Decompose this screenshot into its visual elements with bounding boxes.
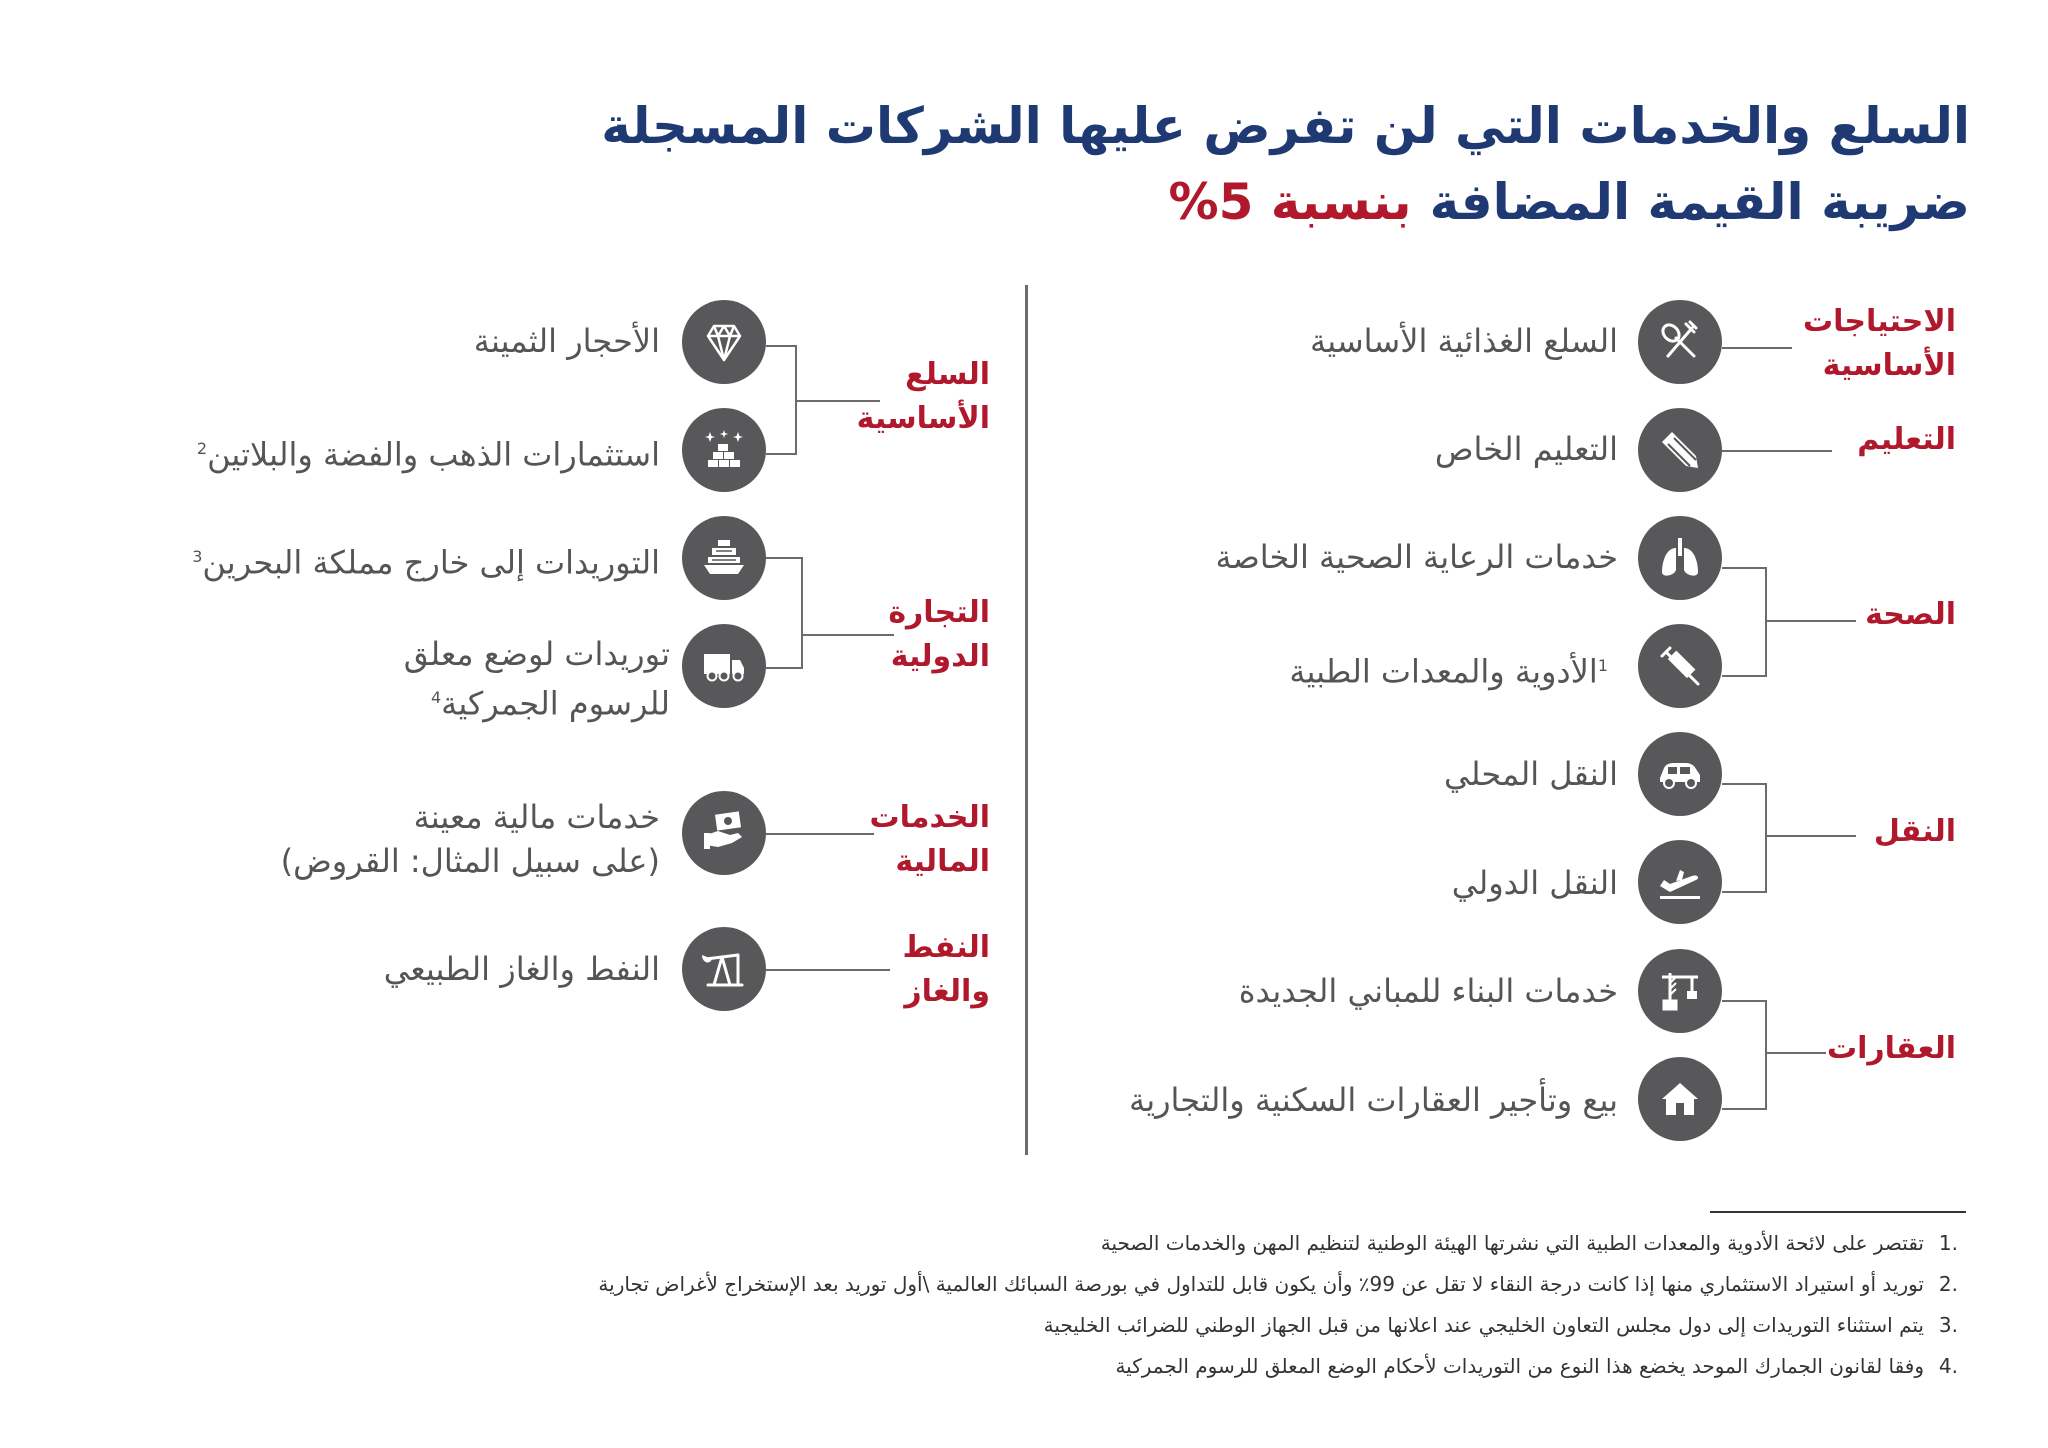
item-construction: خدمات البناء للمباني الجديدة [1238, 972, 1618, 1010]
connector [1722, 1108, 1766, 1110]
footnote-rule [1710, 1211, 1966, 1213]
connector [801, 557, 803, 669]
title-main: ضريبة القيمة المضافة [1429, 173, 1970, 231]
footnote-1: .1تقتصر على لائحة الأدوية والمعدات الطبية التي نشرتها الهيئة الوطنية لتنظيم المهن والخدمات الصحية [1100, 1231, 1958, 1255]
page-title-line1: السلع والخدمات التي لن تفرض عليها الشركات المسجلة [601, 97, 1970, 155]
title-accent: بنسبة 5% [1168, 173, 1412, 231]
footnote-ref: 3 [192, 547, 203, 566]
connector [1722, 347, 1792, 349]
item-customs-suspension: توريدات لوضع معلق للرسوم الجمركية$^4$ [403, 635, 670, 723]
item-financial-services: خدمات مالية معينة (على سبيل المثال: القروض) [280, 798, 660, 880]
connector [1766, 835, 1856, 837]
pencil-icon [1638, 408, 1722, 492]
footnote-3: .3يتم استثناء التوريدات إلى دول مجلس التعاون الخليجي عند اعلانها من قبل الجهاز الوطني للضرائب الخليجية [1043, 1313, 1958, 1337]
item-basic-food: السلع الغذائية الأساسية [1310, 322, 1618, 360]
connector [766, 667, 802, 669]
crane-icon [1638, 949, 1722, 1033]
ship-icon [682, 516, 766, 600]
footnote-ref: 4 [430, 688, 442, 707]
syringe-icon [1638, 624, 1722, 708]
connector [1722, 567, 1766, 569]
money-hand-icon [682, 791, 766, 875]
connector [1766, 1052, 1826, 1054]
item-local-transport: النقل المحلي [1444, 755, 1618, 793]
category-education: التعليم [1857, 422, 1956, 457]
connector [1722, 891, 1766, 893]
page-title-line2 [1168, 172, 1970, 232]
category-financial-services: الخدمات المالية [869, 800, 990, 879]
item-exports: التوريدات إلى خارج مملكة البحرين$^3$ [192, 543, 660, 582]
item-real-estate: بيع وتأجير العقارات السكنية والتجارية [1129, 1081, 1618, 1119]
item-private-education: التعليم الخاص [1434, 430, 1618, 468]
category-basic-needs: الاحتياجات الأساسية [1802, 304, 1956, 383]
airplane-icon [1638, 840, 1722, 924]
category-basic-goods: السلع الأساسية [856, 357, 990, 436]
truck-icon [682, 624, 766, 708]
car-icon [1638, 732, 1722, 816]
column-divider [1025, 285, 1028, 1155]
connector [1765, 567, 1767, 677]
category-transport: النقل [1873, 814, 1956, 849]
footnote-ref: 2 [196, 439, 208, 458]
item-private-healthcare: خدمات الرعاية الصحية الخاصة [1215, 538, 1618, 576]
item-precious-stones: الأحجار الثمينة [473, 322, 660, 360]
category-health: الصحة [1865, 597, 1956, 632]
footnote-ref: 1 [1597, 656, 1608, 675]
house-icon [1638, 1057, 1722, 1141]
item-gold-silver-platinum: استثمارات الذهب والفضة والبلاتين$^2$ [196, 435, 660, 474]
gold-bars-icon [682, 408, 766, 492]
connector [766, 969, 890, 971]
category-oil-gas: النفط والغاز [902, 930, 990, 1009]
connector [1766, 620, 1856, 622]
connector [766, 833, 874, 835]
footnote-4: .4وفقا لقانون الجمارك الموحد يخضع هذا النوع من التوريدات لأحكام الوضع المعلق للرسوم الجمركية [1115, 1354, 1958, 1378]
connector [1765, 1000, 1767, 1110]
category-international-trade: التجارة الدولية [888, 595, 990, 674]
diamond-icon [682, 300, 766, 384]
lungs-icon [1638, 516, 1722, 600]
connector [1722, 450, 1832, 452]
item-international-transport: النقل الدولي [1451, 864, 1618, 902]
connector [766, 557, 802, 559]
oil-pump-icon [682, 927, 766, 1011]
connector [1722, 675, 1766, 677]
connector [766, 345, 796, 347]
connector [1765, 783, 1767, 893]
connector [766, 453, 796, 455]
category-real-estate: العقارات [1826, 1031, 1956, 1066]
item-oil-gas: النفط والغاز الطبيعي [383, 950, 660, 988]
connector [1722, 1000, 1766, 1002]
item-medicines: $^1$الأدوية والمعدات الطبية [1289, 652, 1608, 691]
fork-spoon-icon [1638, 300, 1722, 384]
footnote-2: .2توريد أو استيراد الاستثماري منها إذا كانت درجة النقاء لا تقل عن 99٪ وأن يكون قابل للتداول في بورصة السبائك العالمية \أول توريد بعد الإستخراج لأغراض تجارية [598, 1272, 1958, 1296]
connector [802, 634, 894, 636]
connector [1722, 783, 1766, 785]
